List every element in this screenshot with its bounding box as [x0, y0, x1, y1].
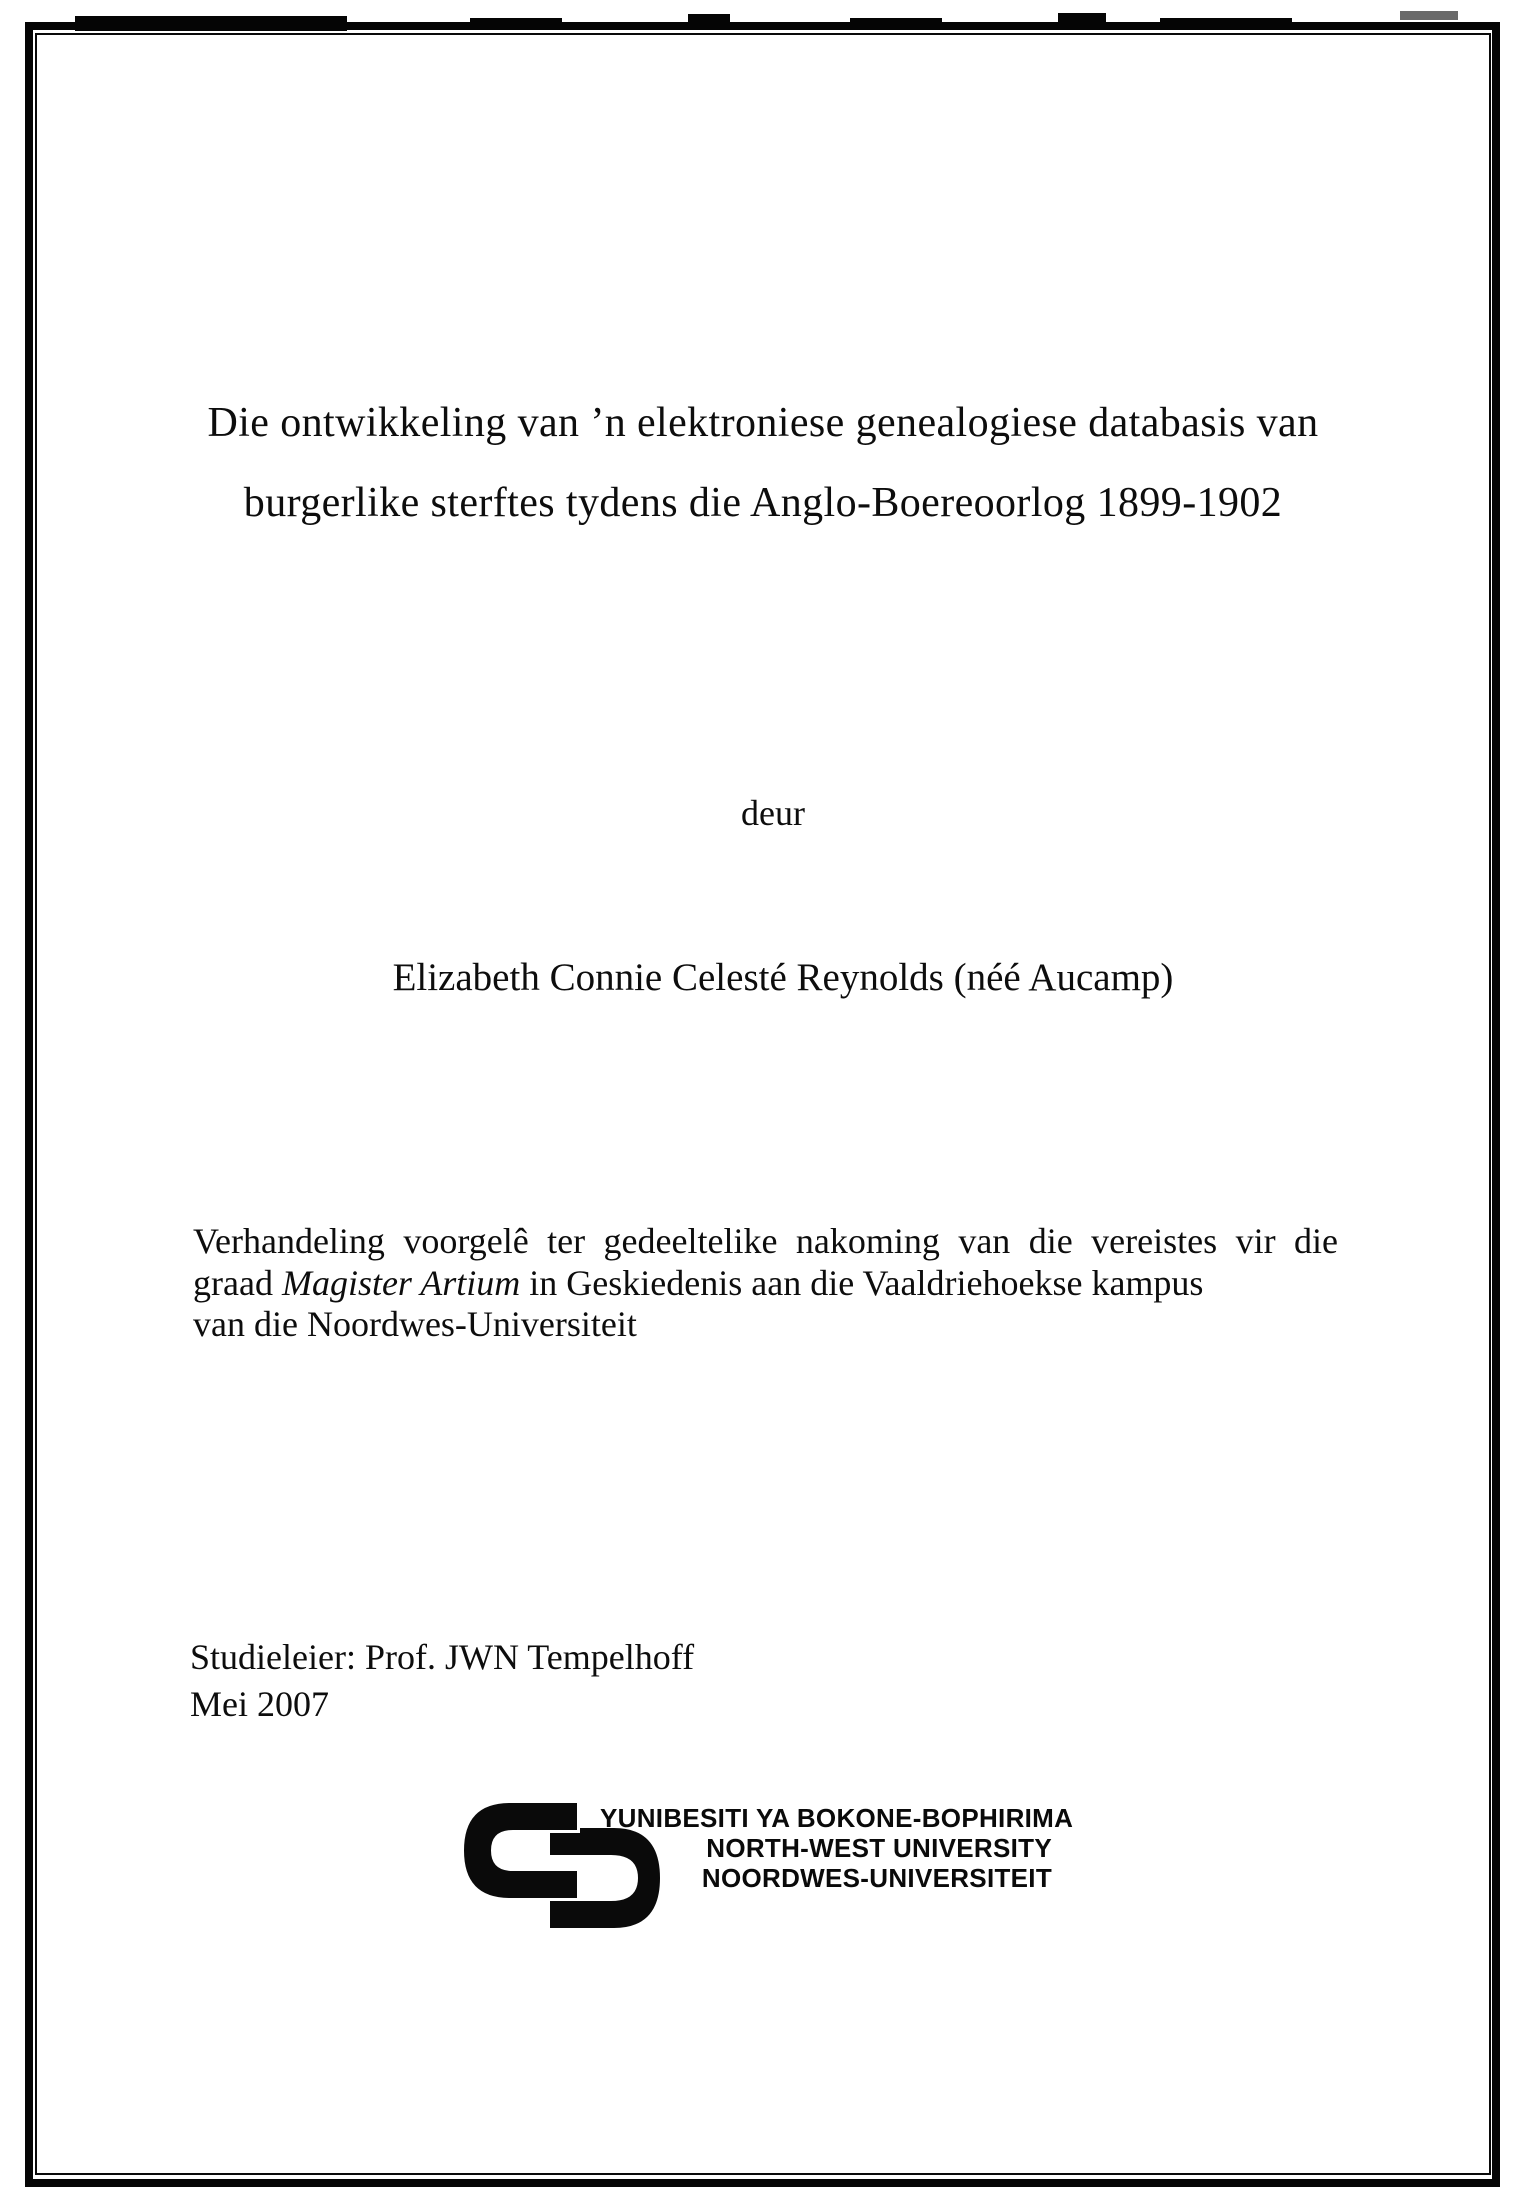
author-name: Elizabeth Connie Celesté Reynolds (néé Aucamp)	[392, 956, 1174, 999]
scan-artifact	[688, 14, 730, 26]
degree-suffix: in Geskiedenis aan die Vaaldriehoekse kampus	[520, 1262, 1204, 1303]
nwu-logo-wordmark	[600, 1803, 1074, 1893]
nwu-wordmark-line-3: NOORDWES-UNIVERSITEIT	[701, 1863, 1052, 1893]
byline-preposition: deur	[741, 793, 805, 833]
date-line: Mei 2007	[190, 1684, 329, 1724]
scan-artifact	[75, 16, 347, 31]
scan-artifact	[1058, 13, 1106, 25]
thesis-statement-line-2	[193, 1263, 1338, 1305]
degree-name: Magister Artium	[281, 1262, 521, 1303]
nwu-wordmark-line-1: YUNIBESITI YA BOKONE-BOPHIRIMA	[600, 1803, 1074, 1833]
supervisor-line: Studieleier: Prof. JWN Tempelhoff	[190, 1637, 695, 1677]
thesis-title	[163, 383, 1363, 543]
supervisor-block	[190, 1634, 1090, 1728]
thesis-statement-line-1: Verhandeling voorgelê ter gedeeltelike nakoming van die vereistes vir die	[193, 1221, 1338, 1261]
thesis-title-line-2: burgerlike sterftes tydens die Anglo-Boereoorlog 1899-1902	[243, 480, 1283, 526]
scan-artifact	[1160, 18, 1292, 27]
scan-artifact	[470, 18, 562, 27]
degree-prefix: graad	[193, 1262, 282, 1303]
thesis-statement-line-3: van die Noordwes-Universiteit	[193, 1304, 637, 1344]
nwu-wordmark-line-2: NORTH-WEST UNIVERSITY	[706, 1833, 1052, 1863]
scan-artifact	[1400, 11, 1458, 20]
scan-artifact	[850, 18, 942, 27]
thesis-statement	[193, 1221, 1338, 1346]
thesis-title-line-1: Die ontwikkeling van ’n elektroniese genealogiese databasis van	[207, 400, 1319, 446]
